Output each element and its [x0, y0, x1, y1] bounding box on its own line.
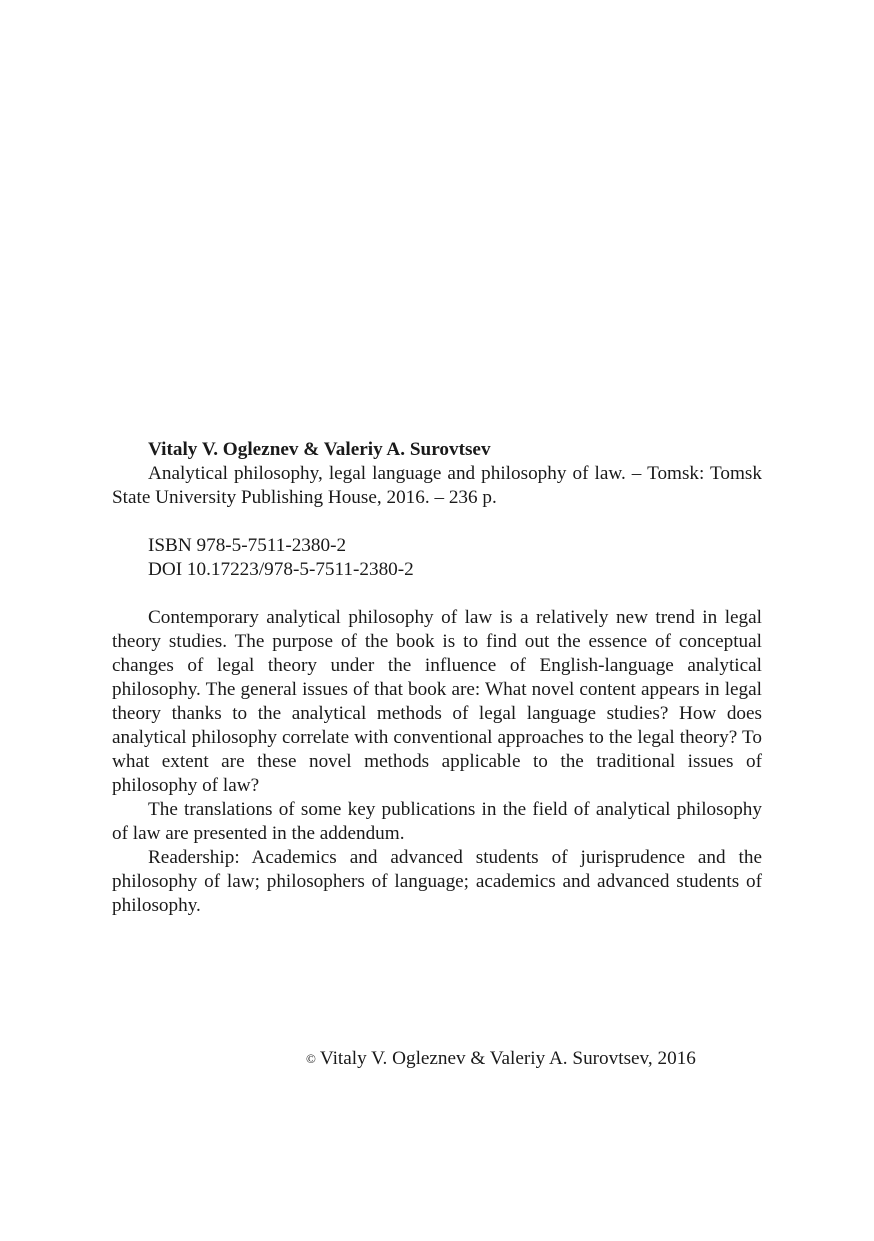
copyright-holders: Vitaly V. Ogleznev & Valeriy A. Surovtsev, 2016 — [319, 1048, 696, 1069]
spacer — [112, 582, 762, 606]
authors-heading: Vitaly V. Ogleznev & Valeriy A. Surovtsev — [148, 439, 491, 460]
copyright-line — [306, 1047, 766, 1071]
isbn-line: ISBN 978-5-7511-2380-2 — [148, 535, 347, 556]
bibliographic-citation: Analytical philosophy, legal language and philosophy of law. – Tomsk: Tomsk State University Publishing House, 2016. – 236 p. — [112, 463, 762, 508]
imprint-text-block — [112, 438, 762, 918]
copyright-symbol: © — [306, 1051, 316, 1066]
abstract-paragraph-3: Readership: Academics and advanced students of jurisprudence and the philosophy of law; philosophers of language; academics and advanced students of philosophy. — [112, 847, 762, 916]
abstract-paragraph-1: Contemporary analytical philosophy of law is a relatively new trend in legal theory studies. The purpose of the book is to find out the essence of conceptual changes of legal theory under the influence of English-language analytical philosophy. The general issues of that book are: What novel content appears in legal theory thanks to the analytical methods of legal language studies? How does analytical philosophy correlate with conventional approaches to the legal theory? To what extent are these novel methods applicable to the traditional issues of philosophy of law? — [112, 607, 762, 796]
abstract-paragraph-2: The translations of some key publications in the field of analytical philosophy of law are presented in the addendum. — [112, 799, 762, 844]
spacer — [112, 510, 762, 534]
doi-line: DOI 10.17223/978-5-7511-2380-2 — [148, 559, 414, 580]
